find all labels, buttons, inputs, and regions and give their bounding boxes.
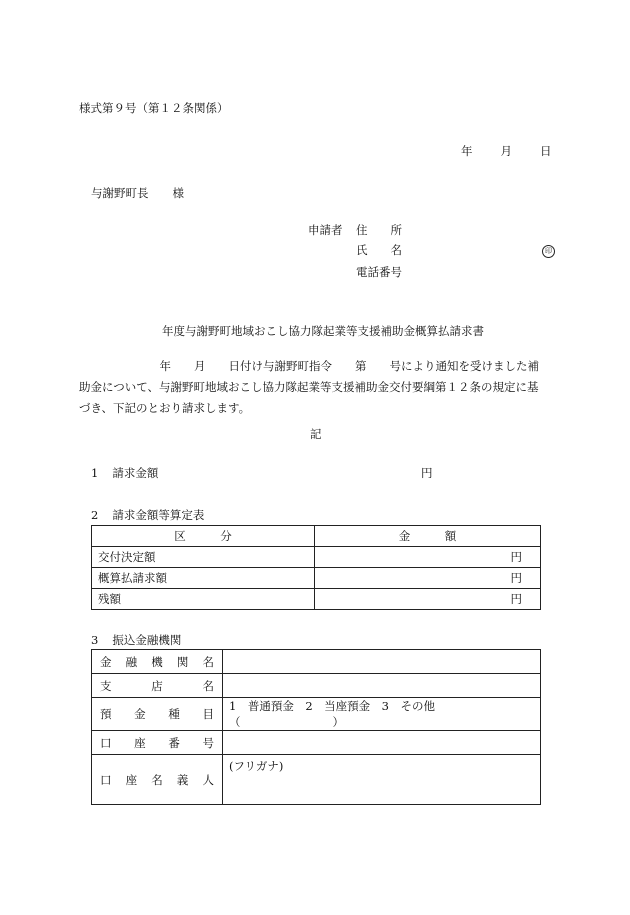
date-line <box>461 143 552 159</box>
branch-field[interactable] <box>223 674 541 698</box>
calculation-table <box>91 525 541 610</box>
deposit-type-options[interactable]: 1 普通預金 2 当座預金 3 その他（ ） <box>223 698 541 731</box>
account-holder-label: 口座名義人 <box>92 755 223 805</box>
date-year: 年 <box>461 144 473 158</box>
section2-number: 2 <box>91 508 99 522</box>
date-month: 月 <box>500 144 512 158</box>
section1-unit: 円 <box>421 466 433 480</box>
addressee <box>91 185 184 201</box>
applicant-label: 申請者 <box>308 223 343 237</box>
header-category: 区 分 <box>92 526 315 547</box>
seal-icon: 印 <box>542 245 555 258</box>
table-row <box>92 698 541 731</box>
seal-mark <box>542 242 555 258</box>
deposit-type-label: 預金種目 <box>92 698 223 731</box>
section2-label: 請求金額等算定表 <box>112 508 205 522</box>
table-row <box>92 731 541 755</box>
bank-name-field[interactable] <box>223 650 541 674</box>
row-amount: 円 <box>315 568 541 589</box>
row-amount: 円 <box>315 589 541 610</box>
bank-table <box>91 649 541 805</box>
section3-heading <box>91 632 181 648</box>
ki-marker: 記 <box>310 427 322 441</box>
form-number: 様式第９号（第１２条関係） <box>79 101 229 115</box>
section3-number: 3 <box>91 633 99 647</box>
date-day: 日 <box>540 144 552 158</box>
applicant-address-label: 住 所 <box>356 223 402 237</box>
section1 <box>91 465 158 481</box>
applicant-name-label: 氏 名 <box>356 243 402 257</box>
table-row <box>92 589 541 610</box>
branch-label: 支店名 <box>92 674 223 698</box>
section1-label: 請求金額 <box>112 466 159 480</box>
applicant-phone-label: 電話番号 <box>356 265 402 279</box>
document-title: 年度与謝野町地域おこし協力隊起業等支援補助金概算払請求書 <box>162 324 484 338</box>
table-row <box>92 568 541 589</box>
row-amount: 円 <box>315 547 541 568</box>
table-header-row <box>92 526 541 547</box>
table-row <box>92 650 541 674</box>
section1-number: 1 <box>91 466 99 480</box>
section3-label: 振込金融機関 <box>112 633 182 647</box>
table-row <box>92 547 541 568</box>
row-label: 交付決定額 <box>92 547 315 568</box>
table-row <box>92 755 541 805</box>
furigana-label: (フリガナ) <box>229 759 284 773</box>
account-number-label: 口座番号 <box>92 731 223 755</box>
header-amount: 金 額 <box>315 526 541 547</box>
section2-heading <box>91 507 204 523</box>
account-holder-field[interactable] <box>223 755 541 805</box>
addressee-name: 与謝野町長 <box>91 186 149 200</box>
account-number-field[interactable] <box>223 731 541 755</box>
row-label: 残額 <box>92 589 315 610</box>
addressee-honorific: 様 <box>172 186 184 200</box>
table-row <box>92 674 541 698</box>
bank-name-label: 金融機関名 <box>92 650 223 674</box>
row-label: 概算払請求額 <box>92 568 315 589</box>
body-paragraph: 年 月 日付け与謝野町指令 第 号により通知を受けました補助金について、与謝野町地域おこし協力隊起業等支援補助金交付要綱第１２条の規定に基づき、下記のとおり請求します。 <box>79 359 539 415</box>
